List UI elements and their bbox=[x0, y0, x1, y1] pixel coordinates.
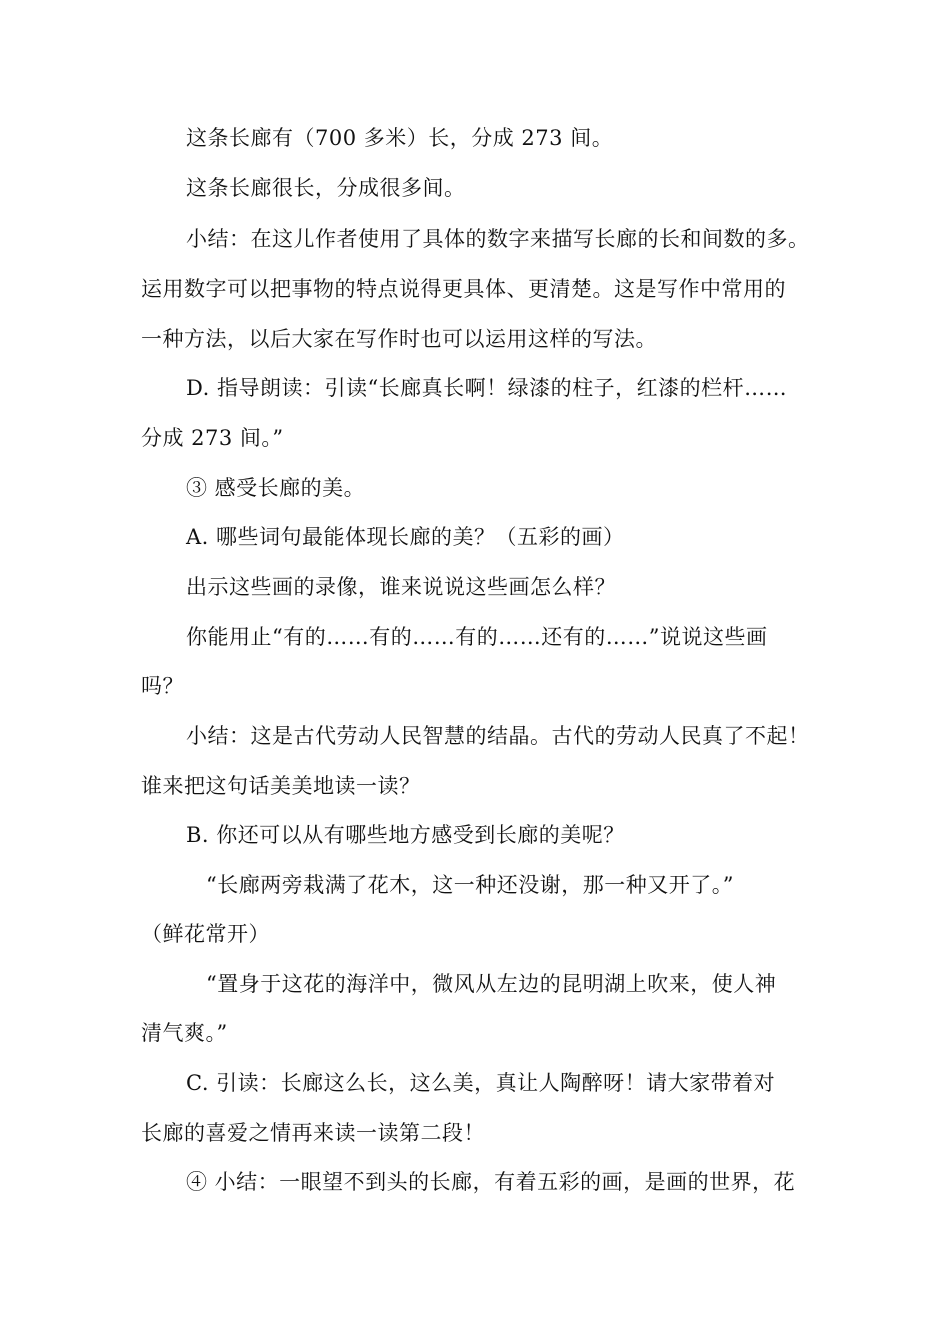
text-line: 出示这些画的录像，谁来说说这些画怎么样？ bbox=[186, 575, 616, 599]
text-line: 这条长廊有（700 多米）长，分成 273 间。 bbox=[186, 126, 614, 150]
text-line: 吗？ bbox=[141, 674, 184, 698]
text-line: “置身于这花的海洋中，微风从左边的昆明湖上吹来，使人神 bbox=[206, 972, 777, 996]
text-line: 小结：在这儿作者使用了具体的数字来描写长廊的长和间数的多。 bbox=[186, 227, 810, 251]
text-line: B. 你还可以从有哪些地方感受到长廊的美呢？ bbox=[186, 823, 625, 847]
text-line: C. 引读：长廊这么长，这么美，真让人陶醉呀！请大家带着对 bbox=[186, 1071, 776, 1095]
text-line: A. 哪些词句最能体现长廊的美？（五彩的画） bbox=[186, 525, 625, 549]
text-line: ③ 感受长廊的美。 bbox=[186, 476, 366, 500]
text-line: 长廊的喜爱之情再来读一读第二段！ bbox=[141, 1121, 485, 1145]
text-line: （鲜花常开） bbox=[141, 922, 270, 946]
text-line: 分成 273 间。” bbox=[141, 426, 284, 450]
text-line: 谁来把这句话美美地读一读？ bbox=[141, 774, 421, 798]
text-line: 你能用止“有的……有的……有的……还有的……”说说这些画 bbox=[186, 625, 768, 649]
text-line: D. 指导朗读：引读“长廊真长啊！绿漆的柱子，红漆的栏杆…… bbox=[186, 376, 788, 400]
text-line: 这条长廊很长，分成很多间。 bbox=[186, 176, 466, 200]
text-line: “长廊两旁栽满了花木，这一种还没谢，那一种又开了。” bbox=[206, 873, 734, 897]
text-line: 小结：这是古代劳动人民智慧的结晶。古代的劳动人民真了不起！ bbox=[186, 724, 810, 748]
text-line: 清气爽。” bbox=[141, 1021, 228, 1045]
text-line: 一种方法，以后大家在写作时也可以运用这样的写法。 bbox=[141, 327, 657, 351]
text-line: ④ 小结：一眼望不到头的长廊，有着五彩的画，是画的世界，花 bbox=[186, 1170, 796, 1194]
text-line: 运用数字可以把事物的特点说得更具体、更清楚。这是写作中常用的 bbox=[141, 277, 786, 301]
